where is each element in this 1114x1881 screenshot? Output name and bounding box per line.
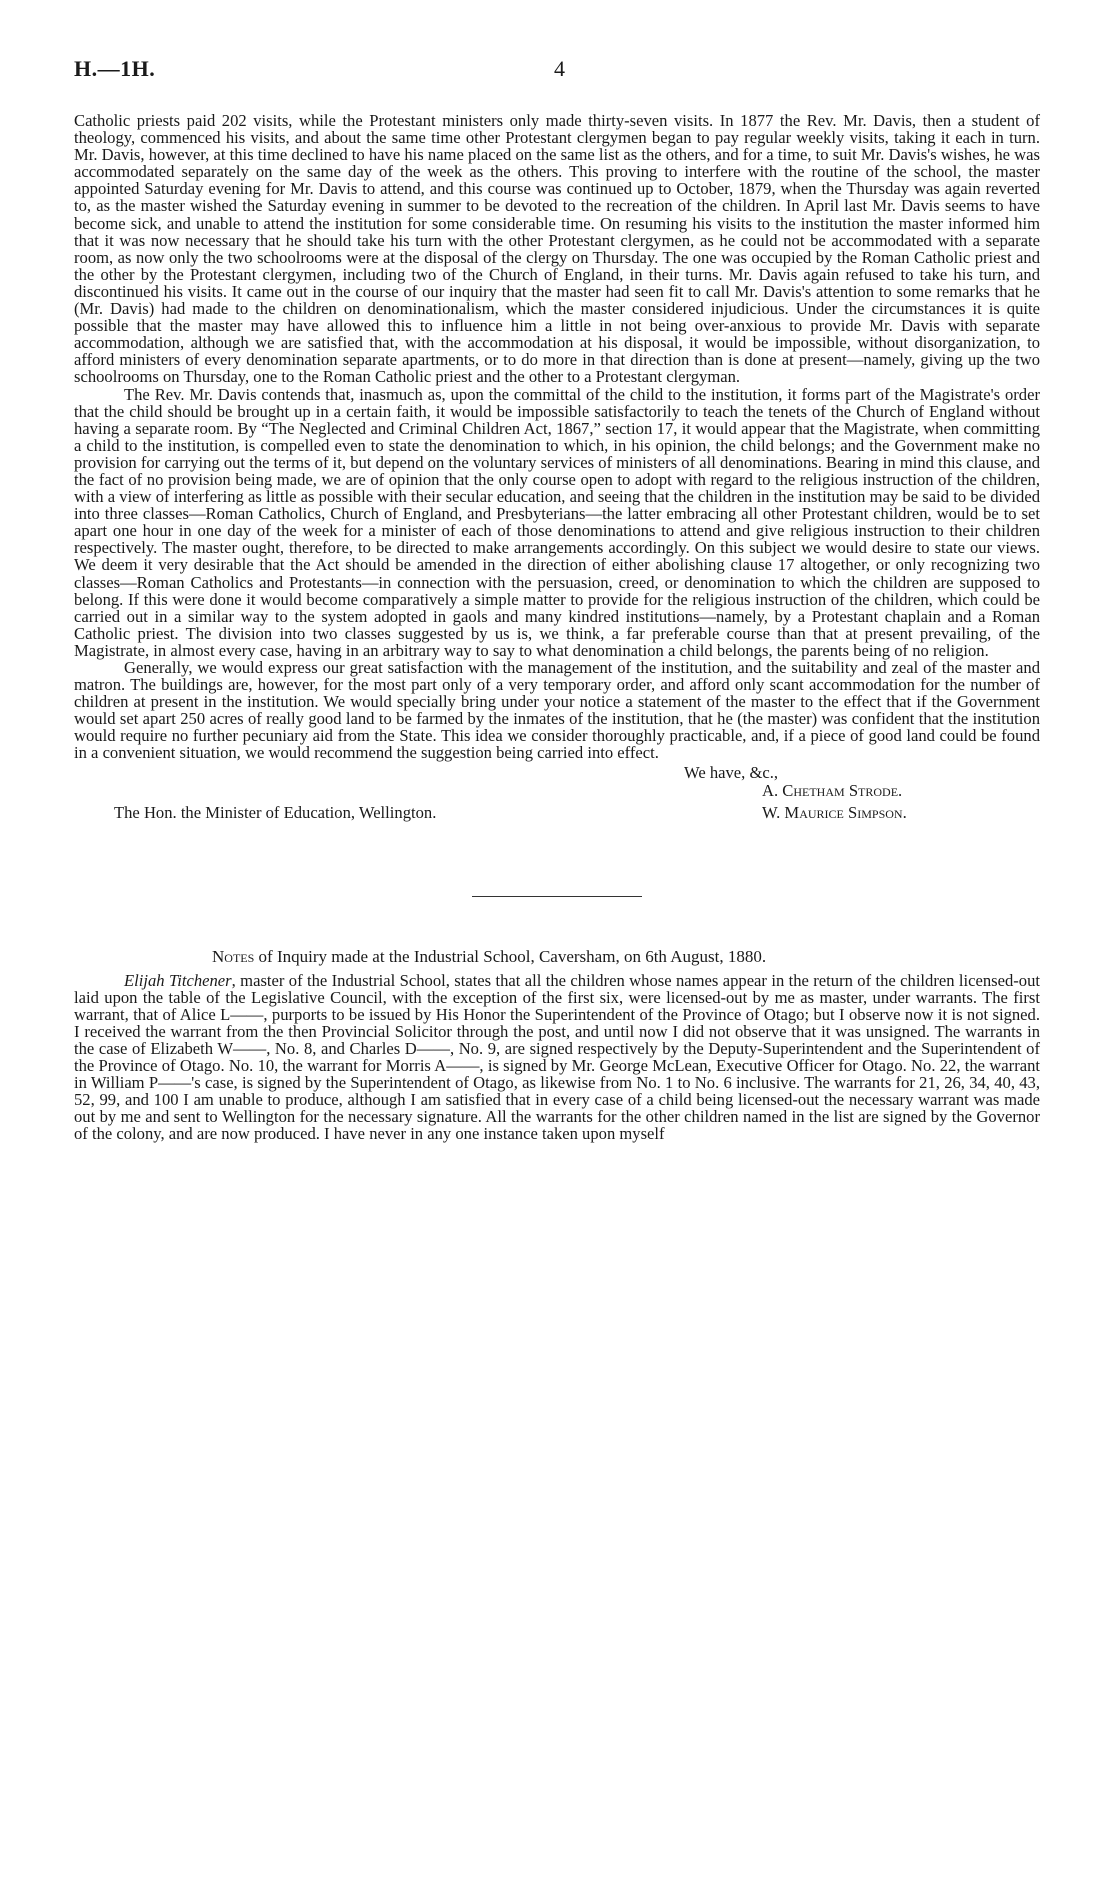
signatory-strode: A. Chetham Strode. xyxy=(762,780,903,800)
paragraph-testimony xyxy=(74,972,1040,1143)
paragraph-1: Catholic priests paid 202 visits, while the Protestant ministers only made thirty-seven visits. In 1877 the Rev. Mr. Davis, then a student of theology, commenced his visits, and about the same time other Protestant clergymen began to pay regular weekly visits, taking it each in turn. Mr. Davis, however, at this time declined to have his name placed on the same list as the others, and for a time, to suit Mr. Davis's wishes, he was accommodated separately on the same day of the week as the others. This proving to interfere with the routine of the school, the master appointed Saturday evening for Mr. Davis to attend, and this course was continued up to October, 1879, when the Thursday was again reverted to, as the master wished the Saturday evening in summer to be devoted to the recreation of the children. In April last Mr. Davis seems to have become sick, and unable to attend the institution for some considerable time. On resuming his visits to the institution the master informed him that it was now necessary that he should take his turn with the other Protestant clergymen, as he could not be accommodated with a separate room, as now only the two schoolrooms were at the disposal of the clergy on Thursday. The one was occupied by the Roman Catholic priest and the other by the Protestant clergymen, including two of the Church of England, in their turns. Mr. Davis again refused to take his turn, and discontinued his visits. It came out in the course of our inquiry that the master had seen fit to call Mr. Davis's attention to some remarks that he (Mr. Davis) had made to the children on denominationalism, which the master considered injudicious. Under the circumstances it is quite possible that the master may have allowed this to influence him a little in not being over-anxious to provide Mr. Davis with separate accommodation, although we are satisfied that, with the accommodation at his disposal, it would be impossible, without disorganization, to afford ministers of every denomination separate apartments, or to do more in that direction than is done at present—namely, giving up the two schoolrooms on Thursday, one to the Roman Catholic priest and the other to a Protestant clergyman. xyxy=(74,111,1040,387)
notes-heading-lead: Notes xyxy=(212,946,255,966)
paragraph-2: The Rev. Mr. Davis contends that, inasmuch as, upon the committal of the child to the institution, it forms part of the Magistrate's order that the child should be brought up in a certain faith, it would be impossible satisfactorily to teach the tenets of the Church of England without having a separate room. By “The Neglected and Criminal Children Act, 1867,” section 17, it would appear that the Magistrate, when committing a child to the institution, is compelled even to state the denomination to which, in his opinion, the child belongs; and the Government make no provision for carrying out the terms of it, but depend on the voluntary services of ministers of all denominations. Bearing in mind this clause, and the fact of no provision being made, we are of opinion that the only course open to adopt with regard to the religious instruction of the children, with a view of interfering as little as possible with their secular education, and seeing that the children in the institution may be said to be divided into three classes—Roman Catholics, Church of England, and Presbyterians—the latter embracing all other Protestant children, would be to set apart one hour in one day of the week for a minister of each of those denominations to attend and give religious instruction to their children respectively. The master ought, therefore, to be directed to make arrangements accordingly. On this subject we would desire to state our views. We deem it very desirable that the Act should be amended in the direction of either abolishing clause 17 altogether, or only recognizing two classes—Roman Catholics and Protestants—in connection with the persuasion, creed, or denomination to which the children are supposed to belong. If this were done it would become comparatively a simple matter to provide for the religious instruction of the children, which could be carried out in a similar way to the system adopted in gaols and many kindred institutions—namely, by a Protestant chaplain and a Roman Catholic priest. The division into two classes suggested by us is, we think, a far preferable course than that at present prevailing, of the Magistrate, in almost every case, having in an arbitrary way to say to what denomination a child belongs, the parents being of no religion. xyxy=(74,384,1040,660)
notes-heading xyxy=(74,947,1040,967)
notes-heading-rest: of Inquiry made at the Industrial School, Caversham, on 6th August, 1880. xyxy=(254,946,767,966)
addressee-line: The Hon. the Minister of Education, Wellington. xyxy=(114,802,437,822)
page-number: 4 xyxy=(554,56,565,81)
signatory-simpson: W. Maurice Simpson. xyxy=(762,802,907,822)
witness-name: Elijah Titchener xyxy=(124,970,232,990)
paragraph-3: Generally, we would express our great satisfaction with the management of the institution, and the suitability and zeal of the master and matron. The buildings are, however, for the most part only of a very temporary order, and afford only scant accommodation for the number of children at present in the institution. We would specially bring under your notice a statement of the master to the effect that if the Government would set apart 250 acres of really good land to be farmed by the inmates of the institution, that he (the master) was confident that the institution would require no further pecuniary aid from the State. This idea we consider thoroughly practicable, and, if a piece of good land could be found in a convenient situation, we would recommend the suggestion being carried into effect. xyxy=(74,658,1040,763)
section-divider xyxy=(472,896,642,897)
testimony-text: , master of the Industrial School, states that all the children whose names appear in the return of the children licensed-out laid upon the table of the Legislative Council, with the exception of the first six, were licensed-out by me as master, under warrants. The first warrant, that of Alice L——, purports to be issued by His Honor the Superintendent of the Province of Otago; but I observe now it is not signed. I received the warrant from the then Provincial Solicitor through the post, and until now I did not observe that it was unsigned. The warrants in the case of Elizabeth W——, No. 8, and Charles D——, No. 9, are signed respectively by the Deputy-Superintendent and the Superintendent of the Province of Otago. No. 10, the warrant for Morris A——, is signed by Mr. George McLean, Executive Officer for Otago. No. 22, the warrant in William P——'s case, is signed by the Superintendent of Otago, as likewise from No. 1 to No. 6 inclusive. The warrants for 21, 26, 34, 40, 43, 52, 99, and 100 I am unable to produce, although I am satisfied that in every case of a child being licensed-out the necessary warrant was made out by me and sent to Wellington for the necessary signature. All the warrants for the other children named in the list are signed by the Governor of the colony, and are now produced. I have never in any one instance taken upon myself xyxy=(74,970,1041,1144)
signature-block xyxy=(74,764,1040,852)
document-body xyxy=(74,112,1040,1143)
page-header xyxy=(74,56,1040,90)
closing-line: We have, &c., xyxy=(684,762,779,782)
document-reference: H.—1H. xyxy=(74,56,156,81)
